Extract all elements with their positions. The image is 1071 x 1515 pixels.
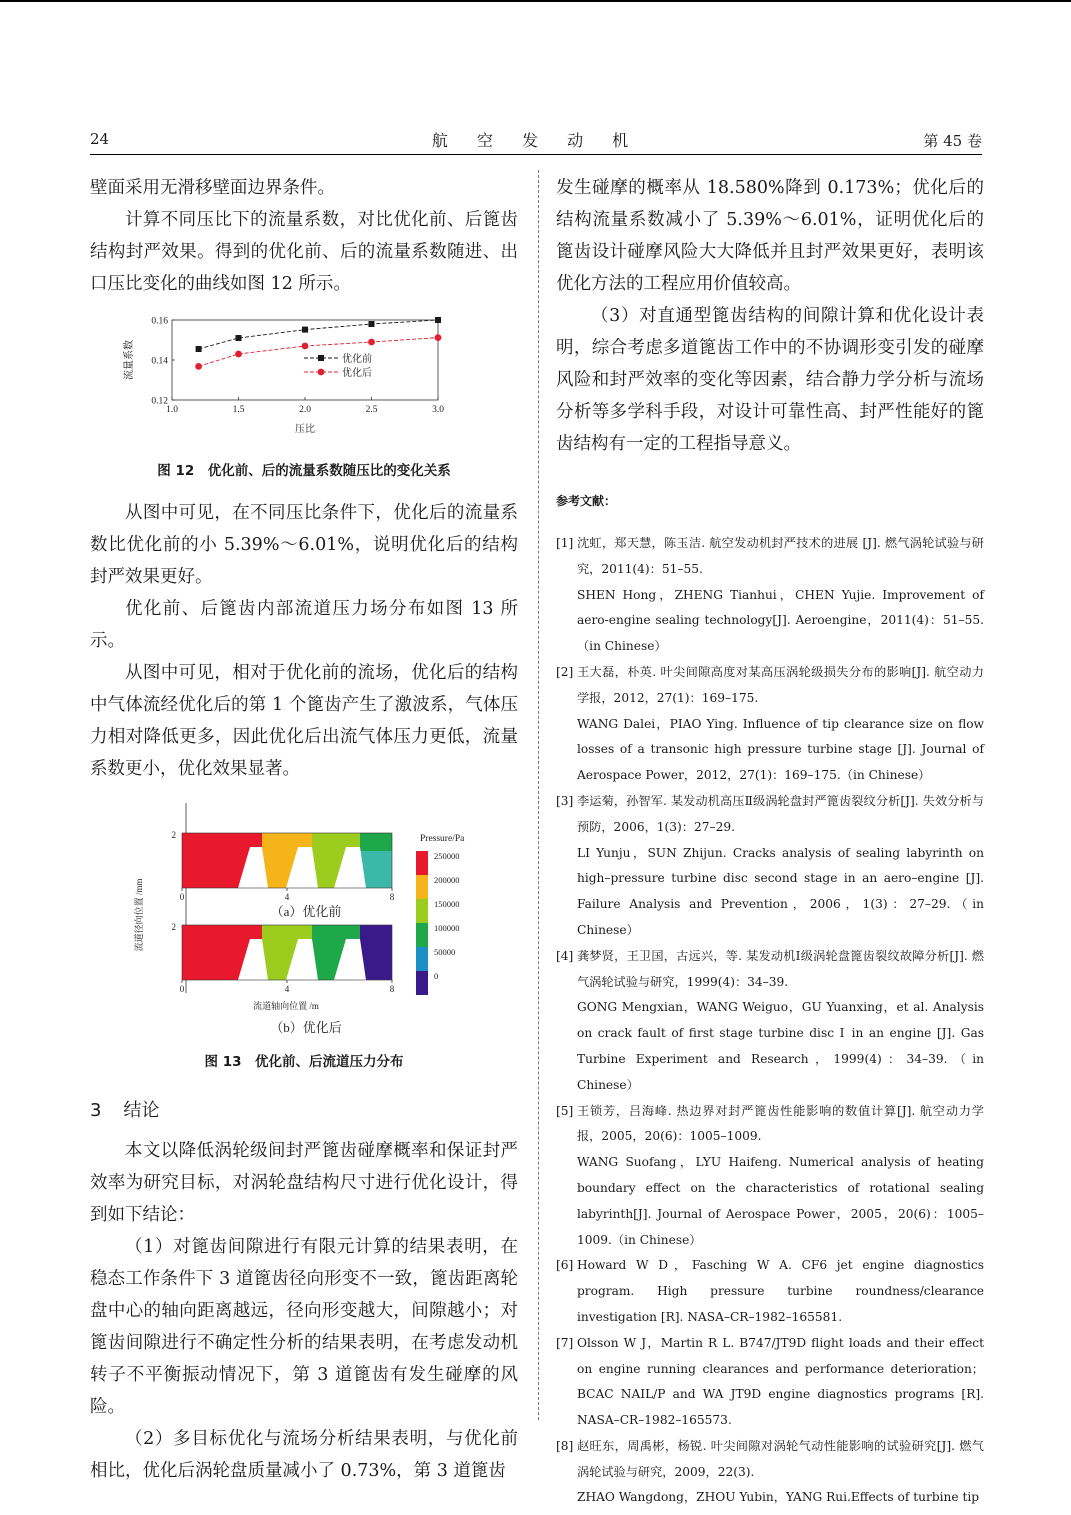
reference-text: 李运菊，孙智军. 某发动机高压Ⅱ级涡轮盘封严篦齿裂纹分析[J]. 失效分析与预防，2006，1(3)：27–29. bbox=[577, 793, 984, 834]
colorbar-label: 200000 bbox=[434, 875, 460, 885]
reference-number: [1] bbox=[556, 536, 574, 550]
reference-number: [2] bbox=[556, 664, 574, 679]
pressure-region bbox=[360, 925, 392, 980]
paragraph: 优化前、后篦齿内部流道压力场分布如图 13 所示。 bbox=[90, 599, 518, 651]
reference-item bbox=[556, 660, 984, 789]
panel-label: （a）优化前 bbox=[270, 904, 342, 919]
x-tick-label: 2.5 bbox=[365, 405, 378, 415]
data-point bbox=[302, 343, 309, 350]
y-axis-label: 流量系数 bbox=[124, 340, 135, 380]
x-tick-label: 4 bbox=[284, 984, 290, 994]
reference-text: Howard W D，Fasching W A. CF6 jet engine diagnostics program. High pressure turbine roundness/clearance investigation [R]. NASA–CR–1982–165581. bbox=[577, 1258, 984, 1324]
figure-13 bbox=[90, 803, 518, 1047]
reference-item bbox=[556, 944, 984, 1099]
reference-number: [8] bbox=[556, 1438, 574, 1453]
y-tick-label: 2 bbox=[171, 830, 176, 840]
colorbar-swatch bbox=[416, 875, 428, 899]
y-tick-label: 2 bbox=[171, 922, 176, 932]
left-column bbox=[90, 172, 518, 1487]
paragraph: （2）多目标优化与流场分析结果表明，与优化前相比，优化后涡轮盘质量减小了 0.73%，第 3 道篦齿 bbox=[90, 1429, 518, 1481]
data-point bbox=[302, 327, 308, 333]
data-point bbox=[236, 335, 242, 341]
paragraph: 发生碰摩的概率从 18.580%降到 0.173%；优化后的结构流量系数减小了 5.39%～6.01%，证明优化后的篦齿设计碰摩风险大大降低并且封严效果更好，表明该优化方法的工程应用价值较高。 bbox=[556, 178, 984, 294]
references-heading: 参考文献： bbox=[556, 494, 617, 508]
reference-number: [4] bbox=[556, 948, 574, 963]
paragraph: 从图中可见，在不同压比条件下，优化后的流量系数比优化前的小 5.39%～6.01%，说明优化后的结构封严效果更好。 bbox=[90, 503, 518, 587]
colorbar-label: 0 bbox=[434, 971, 439, 981]
data-point bbox=[368, 339, 375, 346]
reference-item bbox=[556, 1434, 984, 1511]
reference-number: [7] bbox=[556, 1335, 574, 1350]
legend-marker bbox=[318, 355, 324, 361]
reference-text: 王锁芳，吕海峰. 热边界对封严篦齿性能影响的数值计算[J]. 航空动力学报，2005，20(6)：1005–1009. bbox=[577, 1103, 984, 1144]
y-tick-label: 0.16 bbox=[151, 316, 168, 327]
reference-text-english: WANG Dalei，PIAO Ying. Influence of tip clearance size on flow losses of a transonic high pressure turbine stage [J]. Journal of Aerospace Power，2012，27(1)：169–175.（in Chinese） bbox=[577, 716, 984, 783]
legend-marker bbox=[318, 369, 325, 376]
page-number: 24 bbox=[90, 130, 110, 148]
data-point bbox=[369, 321, 375, 327]
journal-title: 航 空 发 动 机 bbox=[431, 131, 641, 150]
volume-label: 第 45 卷 bbox=[923, 132, 982, 150]
data-point bbox=[195, 363, 202, 370]
data-point bbox=[435, 334, 442, 341]
y-tick-label: 0.14 bbox=[151, 356, 168, 367]
reference-item bbox=[556, 789, 984, 944]
y-axis-label: 流道径向位置 /mm bbox=[134, 878, 144, 952]
data-point bbox=[435, 317, 441, 323]
reference-text-english: ZHAO Wangdong，ZHOU Yubin，YANG Rui.Effects of turbine tip bbox=[577, 1490, 980, 1505]
x-tick-label: 2.0 bbox=[299, 405, 311, 415]
x-axis-label: 流道轴向位置 /m bbox=[253, 1001, 319, 1011]
figure-13-caption: 图 13 优化前、后流道压力分布 bbox=[204, 1054, 404, 1070]
paragraph: 从图中可见，相对于优化前的流场，优化后的结构中气体流经优化后的第 1 个篦齿产生了激波系，气体压力相对降低更多，因此优化后出流气体压力更低，流量系数更小，优化效果显著。 bbox=[90, 663, 518, 779]
x-tick-label: 4 bbox=[284, 892, 290, 902]
series-line bbox=[199, 338, 438, 367]
x-tick-label: 3.0 bbox=[432, 405, 444, 415]
x-tick-label: 1.5 bbox=[232, 405, 245, 415]
colorbar-title: Pressure/Pa bbox=[420, 834, 465, 844]
x-tick-label: 8 bbox=[389, 892, 395, 902]
figure-12-caption: 图 12 优化前、后的流量系数随压比的变化关系 bbox=[157, 463, 451, 479]
reference-text: 沈虹，郑天慧，陈玉洁. 航空发动机封严技术的进展 [J]. 燃气涡轮试验与研究，2011(4)：51–55. bbox=[577, 536, 984, 576]
colorbar-label: 250000 bbox=[434, 851, 460, 861]
reference-text: 龚梦贤，王卫国，古远兴，等. 某发动机Ⅰ级涡轮盘篦齿裂纹故障分析[J]. 燃气涡轮试验与研究，1999(4)：34–39. bbox=[577, 948, 984, 989]
reference-text-english: SHEN Hong，ZHENG Tianhui，CHEN Yujie. Improvement of aero-engine sealing technology[J]. Aeroengine，2011(4)：51–55.（in Chinese） bbox=[577, 587, 984, 654]
section-heading bbox=[90, 1087, 518, 1135]
pressure-field-figure bbox=[90, 803, 518, 1047]
reference-list bbox=[556, 531, 984, 1511]
reference-text-english: WANG Suofang，LYU Haifeng. Numerical analysis of heating boundary effect on the characteristics of rotational sealing labyrinth[J]. Journal of Aerospace Power，2005，20(6)：1005–1009.（in Chinese） bbox=[577, 1155, 984, 1247]
colorbar-label: 150000 bbox=[434, 899, 460, 909]
paragraph: 计算不同压比下的流量系数，对比优化前、后篦齿结构封严效果。得到的优化前、后的流量系数随进、出口压比变化的曲线如图 12 所示。 bbox=[90, 210, 518, 294]
series-line bbox=[199, 320, 438, 349]
colorbar-swatch bbox=[416, 947, 428, 971]
x-tick-label: 0 bbox=[179, 984, 185, 994]
reference-text: Olsson W J，Martin R L. B747/JT9D flight loads and their effect on engine running clearances and performance deterioration； BCAC NAIL/P and WA JT9D engine diagnostics programs [R]. NASA–CR–1982–165573. bbox=[577, 1335, 984, 1428]
reference-text-english: GONG Mengxian，WANG Weiguo，GU Yuanxing，et al. Analysis on crack fault of first stage turbine disc Ⅰ in an engine [J]. Gas Turbine Experiment and Research，1999(4)：34–39.（in Chinese） bbox=[577, 1000, 984, 1092]
right-column bbox=[556, 172, 984, 1511]
reference-text: 赵旺东，周禹彬，杨锐. 叶尖间隙对涡轮气动性能影响的试验研究[J]. 燃气涡轮试验与研究，2009，22(3). bbox=[577, 1438, 984, 1479]
panel-label: （b）优化后 bbox=[270, 1020, 342, 1035]
paragraph: 本文以降低涡轮级间封严篦齿碰摩概率和保证封严效率为研究目标，对涡轮盘结构尺寸进行优化设计，得到如下结论： bbox=[90, 1141, 518, 1225]
data-point bbox=[235, 351, 242, 358]
x-axis-label: 压比 bbox=[295, 424, 315, 435]
reference-number: [3] bbox=[556, 793, 574, 808]
colorbar-label: 100000 bbox=[434, 923, 460, 933]
column-divider bbox=[538, 170, 539, 1420]
top-rule bbox=[0, 0, 1071, 2]
paragraph: 壁面采用无滑移壁面边界条件。 bbox=[90, 178, 335, 198]
colorbar-swatch bbox=[416, 923, 428, 947]
colorbar-label: 50000 bbox=[434, 947, 456, 957]
running-header bbox=[90, 126, 982, 154]
legend-label: 优化后 bbox=[342, 368, 372, 379]
x-tick-label: 0 bbox=[179, 892, 185, 902]
colorbar-swatch bbox=[416, 971, 428, 995]
y-tick-label: 0.12 bbox=[151, 396, 168, 407]
colorbar-swatch bbox=[416, 851, 428, 875]
legend-label: 优化前 bbox=[342, 354, 372, 365]
data-point bbox=[196, 346, 202, 352]
reference-item bbox=[556, 1331, 984, 1434]
paragraph: （3）对直通型篦齿结构的间隙计算和优化设计表明，综合考虑多道篦齿工作中的不协调形变引发的碰摩风险和封严效率的变化等因素，结合静力学分析与流场分析等多学科手段，对设计可靠性高、封严性能好的篦齿结构有一定的工程指导意义。 bbox=[556, 306, 984, 454]
paragraph: （1）对篦齿间隙进行有限元计算的结果表明，在稳态工作条件下 3 道篦齿径向形变不一致，篦齿距离轮盘中心的轴向距离越远，径向形变越大，间隙越小；对篦齿间隙进行不确定性分析的结果表明，在考虑发动机转子不平衡振动情况下，第 3 道篦齿有发生碰摩的风险。 bbox=[90, 1237, 518, 1417]
reference-text: 王大磊，朴英. 叶尖间隙高度对某高压涡轮级损失分布的影响[J]. 航空动力学报，2012，27(1)：169–175. bbox=[577, 664, 984, 705]
flow-coefficient-chart bbox=[90, 308, 518, 460]
section-title: 结论 bbox=[123, 1100, 160, 1121]
reference-item bbox=[556, 1253, 984, 1330]
figure-12 bbox=[90, 308, 518, 460]
reference-number: [6] bbox=[556, 1258, 574, 1273]
colorbar-swatch bbox=[416, 899, 428, 923]
x-tick-label: 1.0 bbox=[166, 405, 178, 415]
reference-number: [5] bbox=[556, 1103, 574, 1118]
reference-item bbox=[556, 1099, 984, 1254]
reference-text-english: LI Yunju，SUN Zhijun. Cracks analysis of sealing labyrinth on high–pressure turbine disc second stage in an aero–engine [J]. Failure Analysis and Prevention，2006，1(3)：27–29.（in Chinese） bbox=[577, 845, 984, 937]
section-number: 3 bbox=[90, 1100, 102, 1121]
header-rule bbox=[90, 154, 982, 155]
reference-item bbox=[556, 531, 984, 660]
x-tick-label: 8 bbox=[389, 984, 395, 994]
